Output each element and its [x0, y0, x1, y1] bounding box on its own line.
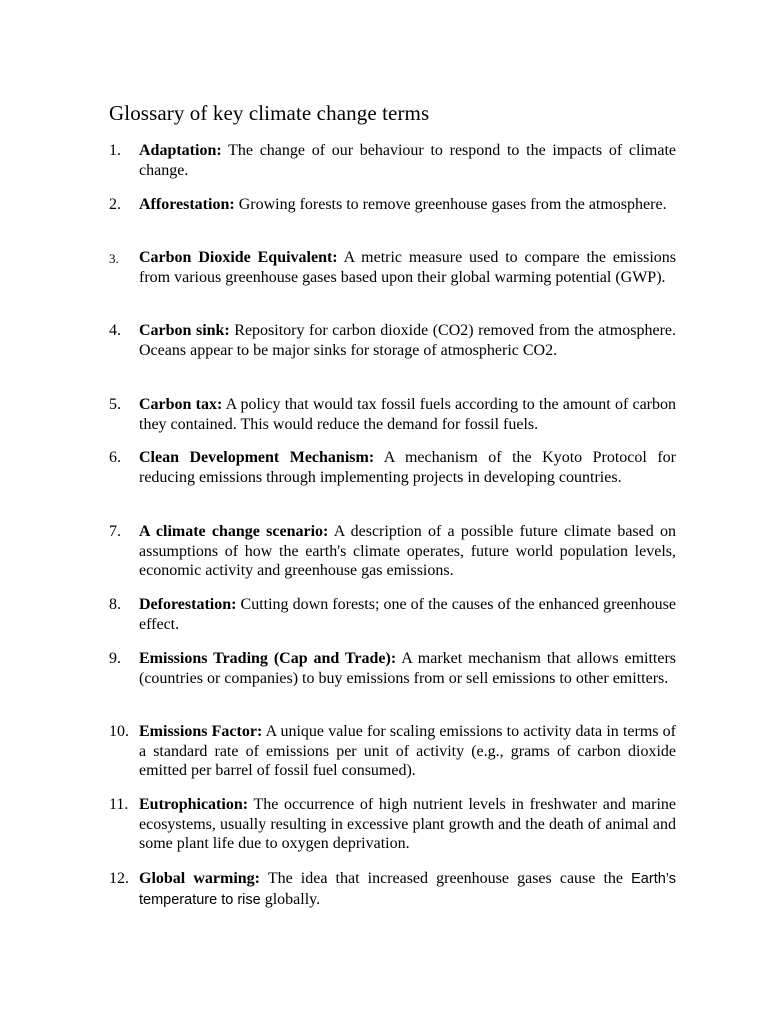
item-term: Emissions Trading (Cap and Trade): — [139, 650, 397, 667]
item-definition: Cutting down forests; one of the causes of the enhanced greenhouse effect. — [139, 596, 676, 633]
item-term: Adaptation: — [139, 142, 222, 159]
item-number: 5. — [109, 396, 121, 413]
item-number: 8. — [109, 596, 121, 613]
item-number: 12. — [109, 870, 129, 887]
item-term: Afforestation: — [139, 196, 235, 213]
item-term: Carbon tax: — [139, 396, 223, 413]
item-definition: Growing forests to remove greenhouse gases from the atmosphere. — [238, 196, 667, 213]
item-number: 1. — [109, 142, 121, 159]
item-body — [139, 248, 676, 287]
item-body — [139, 522, 676, 581]
item-definition: A description of a possible future climate based on assumptions of how the earth's climate operates, future world population levels, economic activity and greenhouse gas emissions. — [139, 523, 677, 579]
item-number: 3. — [109, 251, 119, 266]
item-number: 2. — [109, 196, 121, 213]
item-definition-end: globally. — [264, 890, 321, 908]
item-definition: A metric measure used to compare the emissions from various greenhouse gases based upon their global warming potential (GWP). — [139, 249, 676, 286]
item-body — [139, 649, 676, 688]
item-term: Carbon sink: — [139, 322, 230, 339]
item-term: Deforestation: — [139, 596, 237, 613]
item-definition: A policy that would tax fossil fuels according to the amount of carbon they contained. This would reduce the demand for fossil fuels. — [139, 396, 677, 433]
item-definition: A market mechanism that allows emitters (countries or companies) to buy emissions from or sell emissions to other emitters. — [139, 650, 676, 687]
item-number: 6. — [109, 449, 121, 466]
item-definition: Repository for carbon dioxide (CO2) removed from the atmosphere. Oceans appear to be major sinks for storage of atmospheric CO2. — [139, 322, 677, 359]
item-body — [139, 321, 676, 360]
item-body — [139, 141, 676, 180]
item-definition: A mechanism of the Kyoto Protocol for reducing emissions through implementing projects in developing countries. — [139, 449, 676, 486]
item-body — [139, 195, 676, 215]
item-number: 7. — [109, 523, 121, 540]
item-term: Carbon Dioxide Equivalent: — [139, 249, 338, 266]
item-term: Eutrophication: — [139, 796, 249, 813]
item-term: Global warming: — [139, 870, 260, 887]
item-definition: The occurrence of high nutrient levels in freshwater and marine ecosystems, usually resulting in excessive plant growth and the death of animal and some plant life due to oxygen deprivation. — [139, 796, 676, 852]
item-term: Clean Development Mechanism: — [139, 449, 375, 466]
item-body — [139, 395, 676, 434]
item-number: 9. — [109, 650, 121, 667]
item-definition: The idea that increased greenhouse gases cause the — [267, 870, 624, 887]
page-title: Glossary of key climate change terms — [109, 101, 430, 125]
item-body — [139, 869, 676, 910]
item-number: 4. — [109, 322, 121, 339]
item-body — [139, 722, 676, 781]
item-number: 11. — [109, 796, 129, 813]
item-number: 10. — [109, 723, 129, 740]
item-definition-alt: Earth’s temperature to rise — [139, 871, 677, 908]
item-term: Emissions Factor: — [139, 723, 263, 740]
item-definition: A unique value for scaling emissions to activity data in terms of a standard rate of emissions per unit of activity (e.g., grams of carbon dioxide emitted per barrel of fossil fuel consumed). — [139, 723, 677, 779]
item-term: A climate change scenario: — [139, 523, 329, 540]
item-body — [139, 595, 676, 634]
item-body — [139, 795, 676, 854]
item-definition: The change of our behaviour to respond to the impacts of climate change. — [139, 142, 676, 179]
item-body — [139, 448, 676, 487]
